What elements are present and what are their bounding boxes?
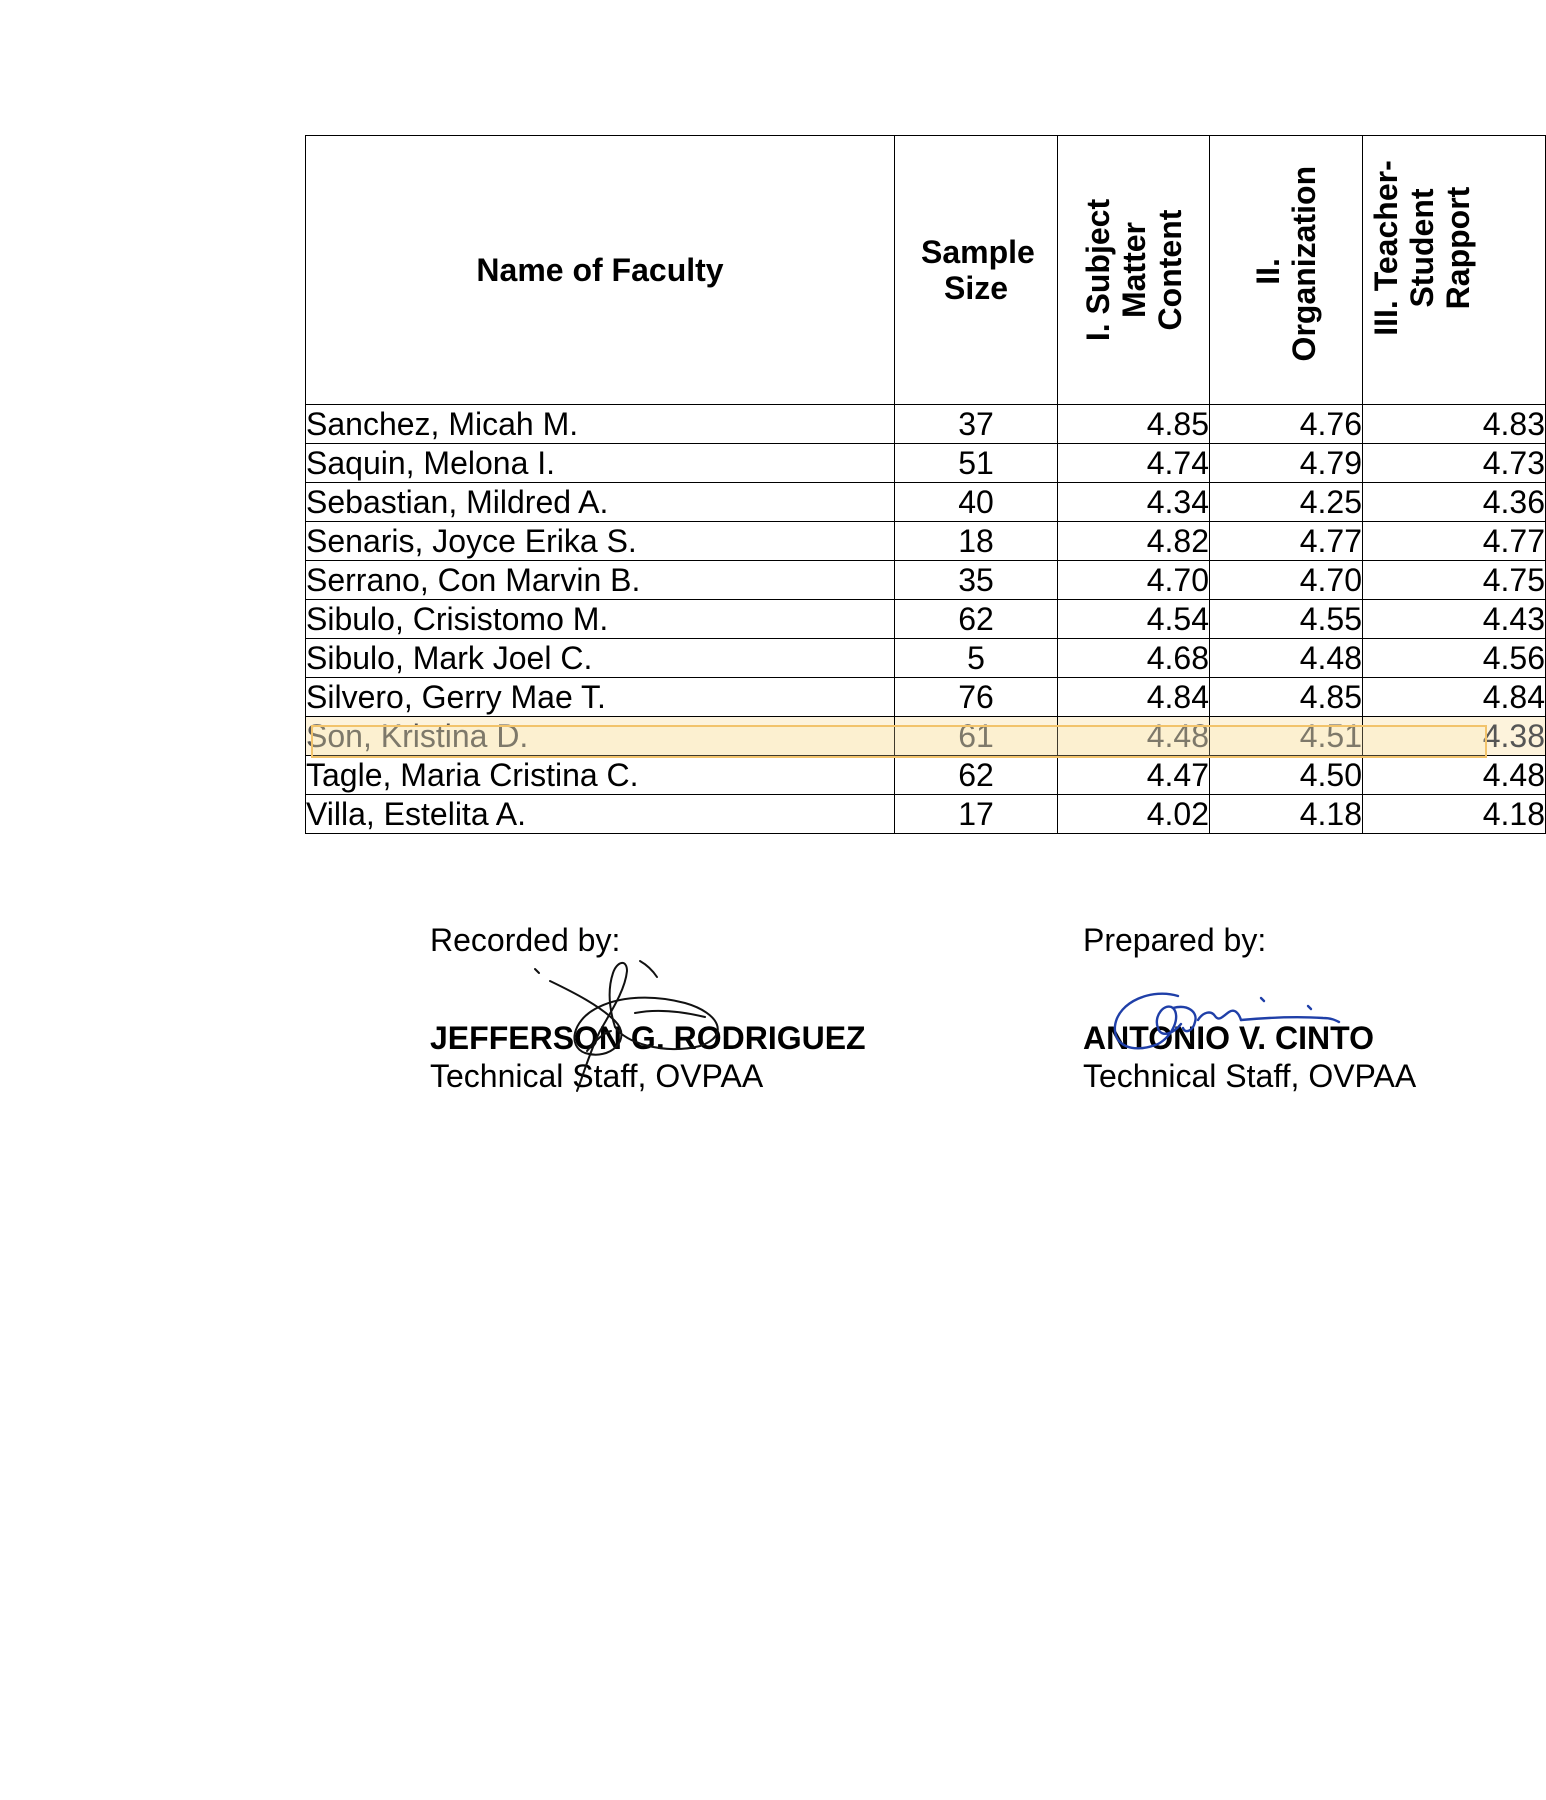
table-row [306, 678, 1546, 717]
cell-subject-matter-content: 4.48 [1058, 717, 1210, 756]
cell-sample-size: 76 [895, 678, 1058, 717]
table-row [306, 561, 1546, 600]
cell-subject-matter-content: 4.68 [1058, 639, 1210, 678]
cell-subject-matter-content: 4.54 [1058, 600, 1210, 639]
cell-organization: 4.85 [1210, 678, 1363, 717]
prepared-by-label: Prepared by: [1083, 922, 1267, 958]
cell-organization: 4.48 [1210, 639, 1363, 678]
prepared-by-block [1083, 921, 1483, 1121]
header-sample-size [895, 136, 1058, 405]
table-row [306, 405, 1546, 444]
cell-name: Senaris, Joyce Erika S. [306, 522, 895, 561]
cell-organization: 4.55 [1210, 600, 1363, 639]
cell-sample-size: 37 [895, 405, 1058, 444]
cell-organization: 4.76 [1210, 405, 1363, 444]
cell-organization: 4.18 [1210, 795, 1363, 834]
faculty-evaluation-table-wrapper [305, 135, 1545, 834]
cell-name: Saquin, Melona I. [306, 444, 895, 483]
header-sample-size-label: Sample Size [921, 234, 1035, 306]
cell-subject-matter-content: 4.34 [1058, 483, 1210, 522]
header-teacher-student-rapport [1363, 136, 1546, 405]
cell-name: Tagle, Maria Cristina C. [306, 756, 895, 795]
table-row [306, 483, 1546, 522]
header-teacher-student-rapport-label: III. Teacher-Student Rapport [1368, 160, 1476, 336]
cell-sample-size: 62 [895, 600, 1058, 639]
cell-sample-size: 51 [895, 444, 1058, 483]
cell-teacher-student-rapport: 4.83 [1363, 405, 1546, 444]
cell-name: Sibulo, Mark Joel C. [306, 639, 895, 678]
cell-subject-matter-content: 4.85 [1058, 405, 1210, 444]
table-header-row [306, 136, 1546, 405]
cell-subject-matter-content: 4.70 [1058, 561, 1210, 600]
header-organization-label: II. Organization [1250, 165, 1322, 362]
cell-teacher-student-rapport: 4.75 [1363, 561, 1546, 600]
cell-name: Silvero, Gerry Mae T. [306, 678, 895, 717]
cell-organization: 4.77 [1210, 522, 1363, 561]
cell-sample-size: 61 [895, 717, 1058, 756]
recorded-by-name: JEFFERSON G. RODRIGUEZ [430, 1020, 866, 1056]
cell-name: Sibulo, Crisistomo M. [306, 600, 895, 639]
cell-organization: 4.50 [1210, 756, 1363, 795]
header-name-of-faculty: Name of Faculty [306, 136, 895, 405]
cell-subject-matter-content: 4.02 [1058, 795, 1210, 834]
table-row [306, 717, 1546, 756]
prepared-by-title: Technical Staff, OVPAA [1083, 1058, 1417, 1094]
cell-sample-size: 35 [895, 561, 1058, 600]
cell-teacher-student-rapport: 4.73 [1363, 444, 1546, 483]
cell-teacher-student-rapport: 4.56 [1363, 639, 1546, 678]
cell-teacher-student-rapport: 4.36 [1363, 483, 1546, 522]
header-organization [1210, 136, 1363, 405]
faculty-evaluation-table [305, 135, 1546, 834]
cell-sample-size: 5 [895, 639, 1058, 678]
cell-subject-matter-content: 4.47 [1058, 756, 1210, 795]
cell-organization: 4.51 [1210, 717, 1363, 756]
table-row [306, 756, 1546, 795]
table-row [306, 795, 1546, 834]
header-subject-matter-content [1058, 136, 1210, 405]
cell-teacher-student-rapport: 4.84 [1363, 678, 1546, 717]
table-row [306, 522, 1546, 561]
cell-teacher-student-rapport: 4.48 [1363, 756, 1546, 795]
table-body [306, 405, 1546, 834]
cell-sample-size: 40 [895, 483, 1058, 522]
cell-subject-matter-content: 4.82 [1058, 522, 1210, 561]
cell-teacher-student-rapport: 4.18 [1363, 795, 1546, 834]
cell-subject-matter-content: 4.74 [1058, 444, 1210, 483]
cell-teacher-student-rapport: 4.43 [1363, 600, 1546, 639]
recorded-by-signature [515, 951, 755, 1101]
cell-name: Serrano, Con Marvin B. [306, 561, 895, 600]
cell-teacher-student-rapport: 4.38 [1363, 717, 1546, 756]
table-row [306, 444, 1546, 483]
cell-sample-size: 17 [895, 795, 1058, 834]
prepared-by-signature [1103, 976, 1363, 1076]
table-row [306, 639, 1546, 678]
cell-organization: 4.79 [1210, 444, 1363, 483]
cell-teacher-student-rapport: 4.77 [1363, 522, 1546, 561]
prepared-by-name: ANTONIO V. CINTO [1083, 1020, 1375, 1056]
recorded-by-title: Technical Staff, OVPAA [430, 1058, 764, 1094]
cell-name: Sebastian, Mildred A. [306, 483, 895, 522]
cell-name: Villa, Estelita A. [306, 795, 895, 834]
cell-sample-size: 18 [895, 522, 1058, 561]
cell-organization: 4.25 [1210, 483, 1363, 522]
cell-subject-matter-content: 4.84 [1058, 678, 1210, 717]
table-row [306, 600, 1546, 639]
header-subject-matter-content-label: I. Subject Matter Content [1079, 198, 1188, 342]
cell-name: Son, Kristina D. [306, 717, 895, 756]
cell-organization: 4.70 [1210, 561, 1363, 600]
cell-sample-size: 62 [895, 756, 1058, 795]
recorded-by-label: Recorded by: [430, 922, 621, 958]
cell-name: Sanchez, Micah M. [306, 405, 895, 444]
recorded-by-block [430, 921, 910, 1121]
